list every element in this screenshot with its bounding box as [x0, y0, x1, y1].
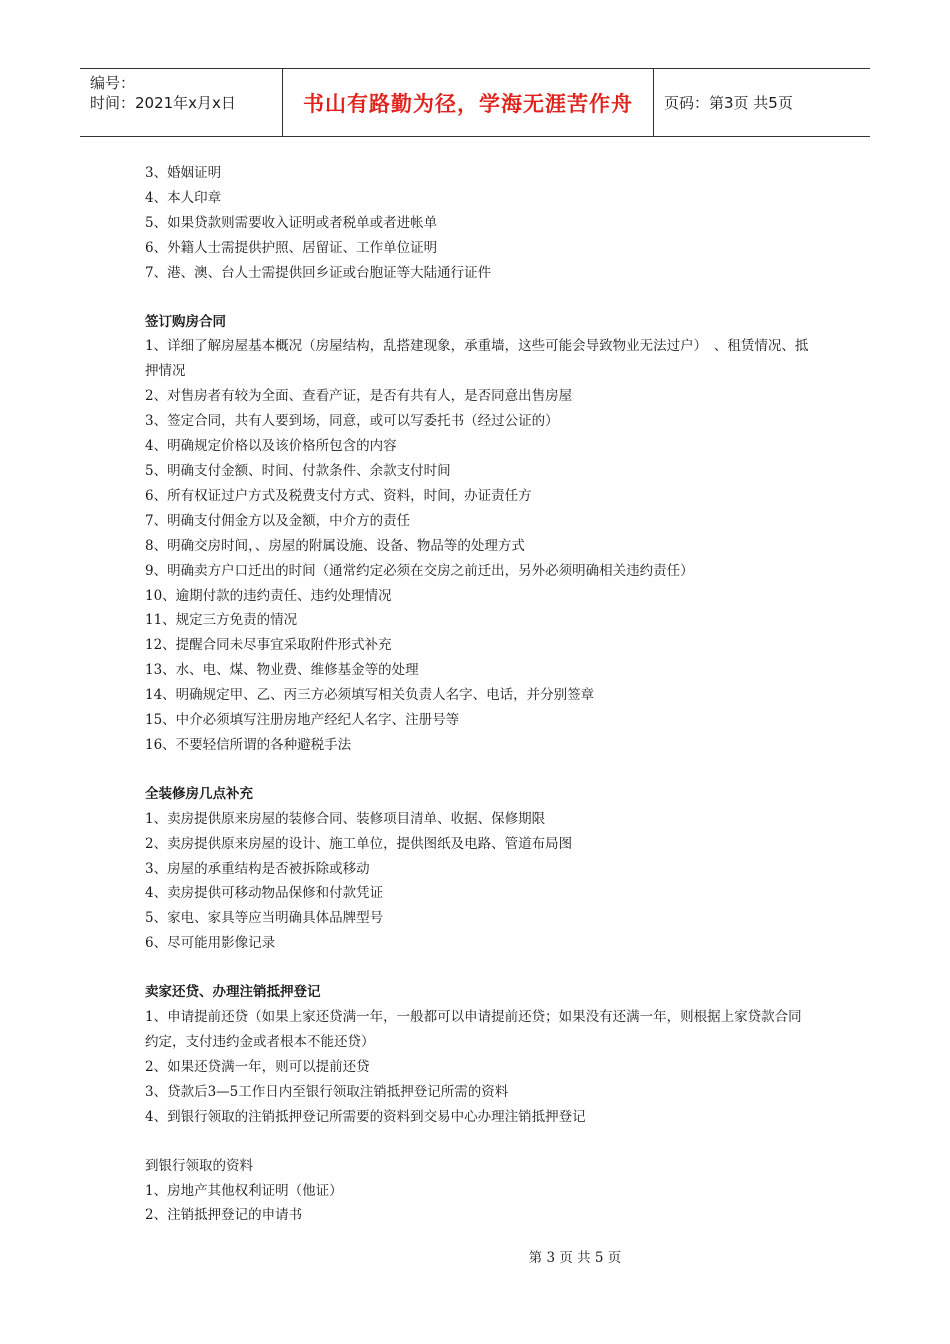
list-item: 7、港、澳、台人士需提供回乡证或台胞证等大陆通行证件: [145, 264, 492, 281]
page-footer: [0, 1246, 950, 1266]
list-contract: [145, 334, 810, 757]
section-title-bank: 到银行领取的资料: [145, 1157, 253, 1174]
header-motto: 书山有路勤为径，学海无涯苦作舟: [303, 91, 633, 116]
list-item: 3、贷款后3—5工作日内至银行领取注销抵押登记所需的资料: [145, 1083, 509, 1100]
list-item: 15、中介必须填写注册房地产经纪人名字、注册号等: [145, 712, 460, 729]
list-item: 13、水、电、煤、物业费、维修基金等的处理: [145, 662, 419, 679]
header-page-cell: [654, 69, 870, 136]
list-item: 1、申请提前还贷（如果上家还贷满一年，一般都可以申请提前还贷；如果没有还满一年，则根据上家贷款合同约定，支付违约金或者根本不能还贷）: [145, 1009, 802, 1050]
list-top: [145, 161, 810, 286]
footer-page-number: 第 3 页 共 5 页: [528, 1250, 622, 1266]
list-item: 1、房地产其他权利证明（他证）: [145, 1182, 343, 1199]
section-title-contract: 签订购房合同: [145, 313, 226, 330]
list-item: 9、明确卖方户口迁出的时间（通常约定必须在交房之前迁出，另外必须明确相关违约责任）: [145, 562, 694, 579]
list-item: 5、家电、家具等应当明确具体品牌型号: [145, 910, 384, 927]
list-item: 3、房屋的承重结构是否被拆除或移动: [145, 860, 370, 877]
list-decoration: [145, 807, 810, 956]
list-item: 11、规定三方免责的情况: [145, 612, 298, 629]
list-item: 16、不要轻信所谓的各种避税手法: [145, 736, 352, 753]
list-item: 5、明确支付金额、时间、付款条件、余款支付时间: [145, 462, 451, 479]
list-item: 14、明确规定甲、乙、丙三方必须填写相关负责人名字、电话，并分别签章: [145, 687, 595, 704]
list-item: 4、明确规定价格以及该价格所包含的内容: [145, 438, 397, 455]
header-meta: [80, 69, 282, 136]
list-item: 4、本人印章: [145, 189, 222, 206]
list-loan: [145, 1005, 810, 1130]
list-item: 2、卖房提供原来房屋的设计、施工单位，提供图纸及电路、管道布局图: [145, 835, 573, 852]
document-time-label: 时间：2021年x月x日: [90, 94, 236, 112]
list-item: 4、卖房提供可移动物品保修和付款凭证: [145, 885, 384, 902]
list-item: 8、明确交房时间，、房屋的附属设施、设备、物品等的处理方式: [145, 537, 525, 554]
document-body: [145, 161, 810, 1228]
list-item: 6、尽可能用影像记录: [145, 935, 276, 952]
list-item: 3、婚姻证明: [145, 165, 222, 181]
header-page-label: 页码：第3页 共5页: [664, 94, 793, 112]
list-item: 3、签定合同，共有人要到场，同意，或可以写委托书（经过公证的）: [145, 413, 559, 430]
list-bank: [145, 1179, 810, 1229]
list-item: 5、如果贷款则需要收入证明或者税单或者进帐单: [145, 214, 438, 231]
section-title-decoration: 全装修房几点补充: [145, 785, 253, 802]
list-item: 6、外籍人士需提供护照、居留证、工作单位证明: [145, 239, 438, 256]
list-item: 6、所有权证过户方式及税费支付方式、资料，时间，办证责任方: [145, 487, 532, 504]
list-item: 2、注销抵押登记的申请书: [145, 1207, 303, 1224]
list-item: 2、如果还贷满一年，则可以提前还贷: [145, 1058, 370, 1075]
section-title-loan: 卖家还贷、办理注销抵押登记: [145, 984, 321, 1001]
list-item: 7、明确支付佣金方以及金额，中介方的责任: [145, 512, 411, 529]
document-number-label: 编号：: [90, 74, 136, 92]
list-item: 1、卖房提供原来房屋的装修合同、装修项目清单、收据、保修期限: [145, 810, 546, 827]
list-item: 12、提醒合同未尽事宜采取附件形式补充: [145, 637, 392, 654]
list-item: 2、对售房者有较为全面、查看产证，是否有共有人，是否同意出售房屋: [145, 388, 573, 405]
page-header: [80, 68, 870, 137]
list-item: 4、到银行领取的注销抵押登记所需要的资料到交易中心办理注销抵押登记: [145, 1108, 586, 1125]
header-motto-cell: [282, 69, 654, 136]
list-item: 1、详细了解房屋基本概况（房屋结构，乱搭建现象，承重墙，这些可能会导致物业无法过户） 、租赁情况、抵押情况: [145, 338, 809, 380]
list-item: 10、逾期付款的违约责任、违约处理情况: [145, 587, 392, 604]
